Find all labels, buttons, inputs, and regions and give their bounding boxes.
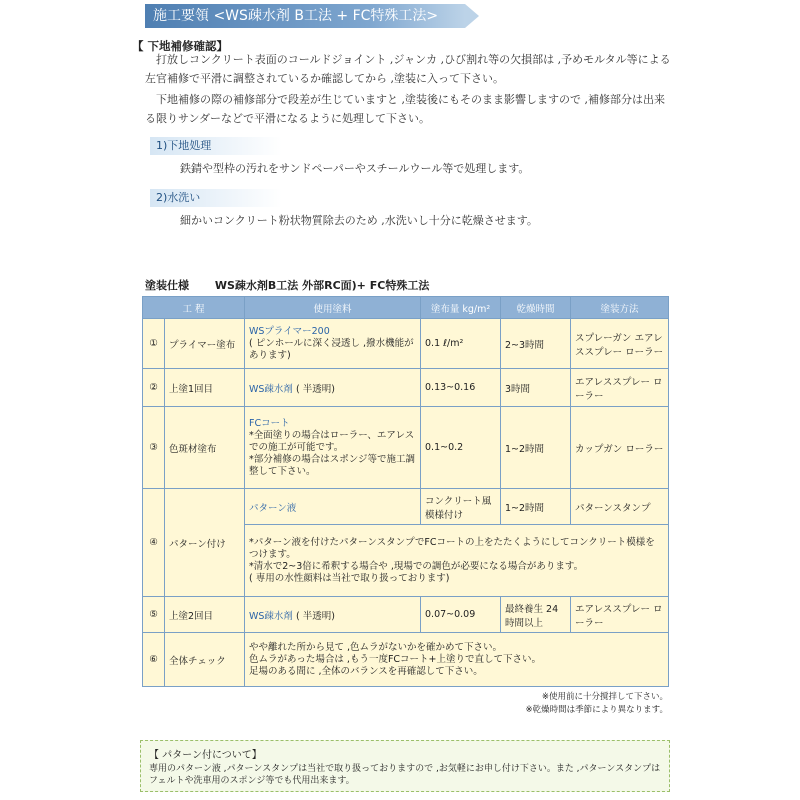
row-process: 全体チェック [165, 633, 245, 687]
header-amount: 塗布量 kg/m² [421, 297, 501, 319]
note-line: 足場のある間に ,全体のバランスを再確認して下さい。 [249, 665, 483, 677]
header-material: 使用塗料 [245, 297, 421, 319]
material-note: *部分補修の場合はスポンジ等で施工調整して下さい。 [249, 453, 416, 477]
pattern-info-title: 【 パターン付について】 [149, 750, 262, 761]
header-banner [145, 4, 465, 28]
material-note: ( 半透明) [295, 383, 335, 395]
material-name: FCコート [249, 417, 290, 429]
row-number: ① [143, 319, 165, 369]
spec-label: 塗装仕様 [145, 279, 189, 292]
table-row [143, 319, 669, 369]
pattern-info-text: 専用のパターン液 ,パターンスタンプは当社で取り扱っておりますので ,お気軽にお申し付け下さい。また ,パターンスタンプはフェルトや洗車用のスポンジ等でも代用出来ます。 [149, 764, 661, 786]
row-method: カップガン ローラー [571, 407, 669, 489]
header-dry: 乾燥時間 [501, 297, 571, 319]
row-dry: 1~2時間 [501, 407, 571, 489]
subsection-text-1: 鉄錆や型枠の汚れをサンドペーパーやスチールウール等で処理します。 [180, 162, 530, 175]
row-process: 上塗2回目 [165, 597, 245, 633]
material-name: WSプライマー200 [249, 325, 330, 337]
spec-name: WS疎水剤B工法 外部RC面)+ FC特殊工法 [214, 279, 430, 292]
material-name: WS疎水剤 [249, 383, 293, 395]
table-row [143, 407, 669, 489]
row-amount: 0.13~0.16 [421, 369, 501, 407]
row-method: エアレススプレー ローラー [571, 597, 669, 633]
spec-title [145, 277, 451, 293]
banner-arrow-shape [465, 4, 479, 28]
table-row [143, 597, 669, 633]
note-line: *パターン液を付けたパターンスタンプでFCコートの上をたたくようにしてコンクリート模様をつけます。 [249, 536, 655, 560]
section-title: 【 下地補修確認】 [132, 39, 229, 53]
row-material [245, 489, 421, 525]
table-header-row [143, 297, 669, 319]
row-amount: 0.1 ℓ/m² [421, 319, 501, 369]
material-name: WS疎水剤 [249, 610, 293, 622]
row-method: スプレーガン エアレススプレー ローラー [571, 319, 669, 369]
row-dry: 1~2時間 [501, 489, 571, 525]
row-process: パターン付け [165, 489, 245, 597]
note-line: やや離れた所から見て ,色ムラがないかを確かめて下さい。 [249, 641, 503, 653]
material-name: パターン液 [249, 502, 297, 514]
material-note: ( ピンホールに深く浸透し ,撥水機能があります) [249, 337, 414, 361]
subsection-heading-1: 1)下地処理 [150, 137, 282, 155]
row-number: ② [143, 369, 165, 407]
footnote-1: ※使用前に十分撹拌して下さい。 [541, 692, 668, 702]
subsection-text-2: 細かいコンクリート粉状物質除去のため ,水洗いし十分に乾燥させます。 [180, 214, 538, 227]
row-amount: 0.1~0.2 [421, 407, 501, 489]
row-notes [245, 525, 669, 597]
material-note: ( 半透明) [295, 610, 335, 622]
footnote-2: ※乾燥時間は季節により異なります。 [525, 705, 668, 715]
paragraph-2: 下地補修の際の補修部分で段差が生じていますと ,塗装後にもそのまま影響しますので ,補修部分は出来る限りサンダーなどで平滑になるように処理して下さい。 [145, 93, 665, 125]
note-line: 色ムラがあった場合は ,もう一度FCコート+上塗りで直して下さい。 [249, 653, 542, 665]
page-title: 施工要領 <WS疎水剤 B工法 + FC特殊工法> [153, 8, 439, 24]
note-line: *清水で2~3倍に希釈する場合や ,現場での調色が必要になる場合があります。 [249, 560, 584, 572]
row-dry: 3時間 [501, 369, 571, 407]
table-row [143, 489, 669, 525]
spec-table [142, 296, 669, 687]
row-method: エアレススプレー ローラー [571, 369, 669, 407]
row-number: ④ [143, 489, 165, 597]
paragraph-1: 打放しコンクリート表面のコールドジョイント ,ジャンカ ,ひび割れ等の欠損部は ,予めモルタル等による左官補修で平滑に調整されているか確認してから ,塗装に入って下さい。 [145, 53, 671, 85]
row-process: 色斑材塗布 [165, 407, 245, 489]
row-process: プライマー塗布 [165, 319, 245, 369]
row-process: 上塗1回目 [165, 369, 245, 407]
material-note: *全面塗りの場合はローラー、エアレスでの施工が可能です。 [249, 429, 415, 453]
row-notes [245, 633, 669, 687]
row-material [245, 369, 421, 407]
row-number: ⑤ [143, 597, 165, 633]
subsection-heading-2: 2)水洗い [150, 189, 282, 207]
row-dry: 2~3時間 [501, 319, 571, 369]
table-row [143, 369, 669, 407]
row-method: パターンスタンプ [571, 489, 669, 525]
table-row [143, 633, 669, 687]
row-material [245, 319, 421, 369]
header-method: 塗装方法 [571, 297, 669, 319]
row-material [245, 407, 421, 489]
note-line: ( 専用の水性顔料は当社で取り扱っております) [249, 572, 450, 584]
row-material [245, 597, 421, 633]
pattern-info-box [140, 740, 670, 792]
header-process: 工 程 [143, 297, 245, 319]
row-amount: 0.07~0.09 [421, 597, 501, 633]
row-amount: コンクリート風 模様付け [421, 489, 501, 525]
row-dry: 最終養生 24時間以上 [501, 597, 571, 633]
row-number: ③ [143, 407, 165, 489]
row-number: ⑥ [143, 633, 165, 687]
